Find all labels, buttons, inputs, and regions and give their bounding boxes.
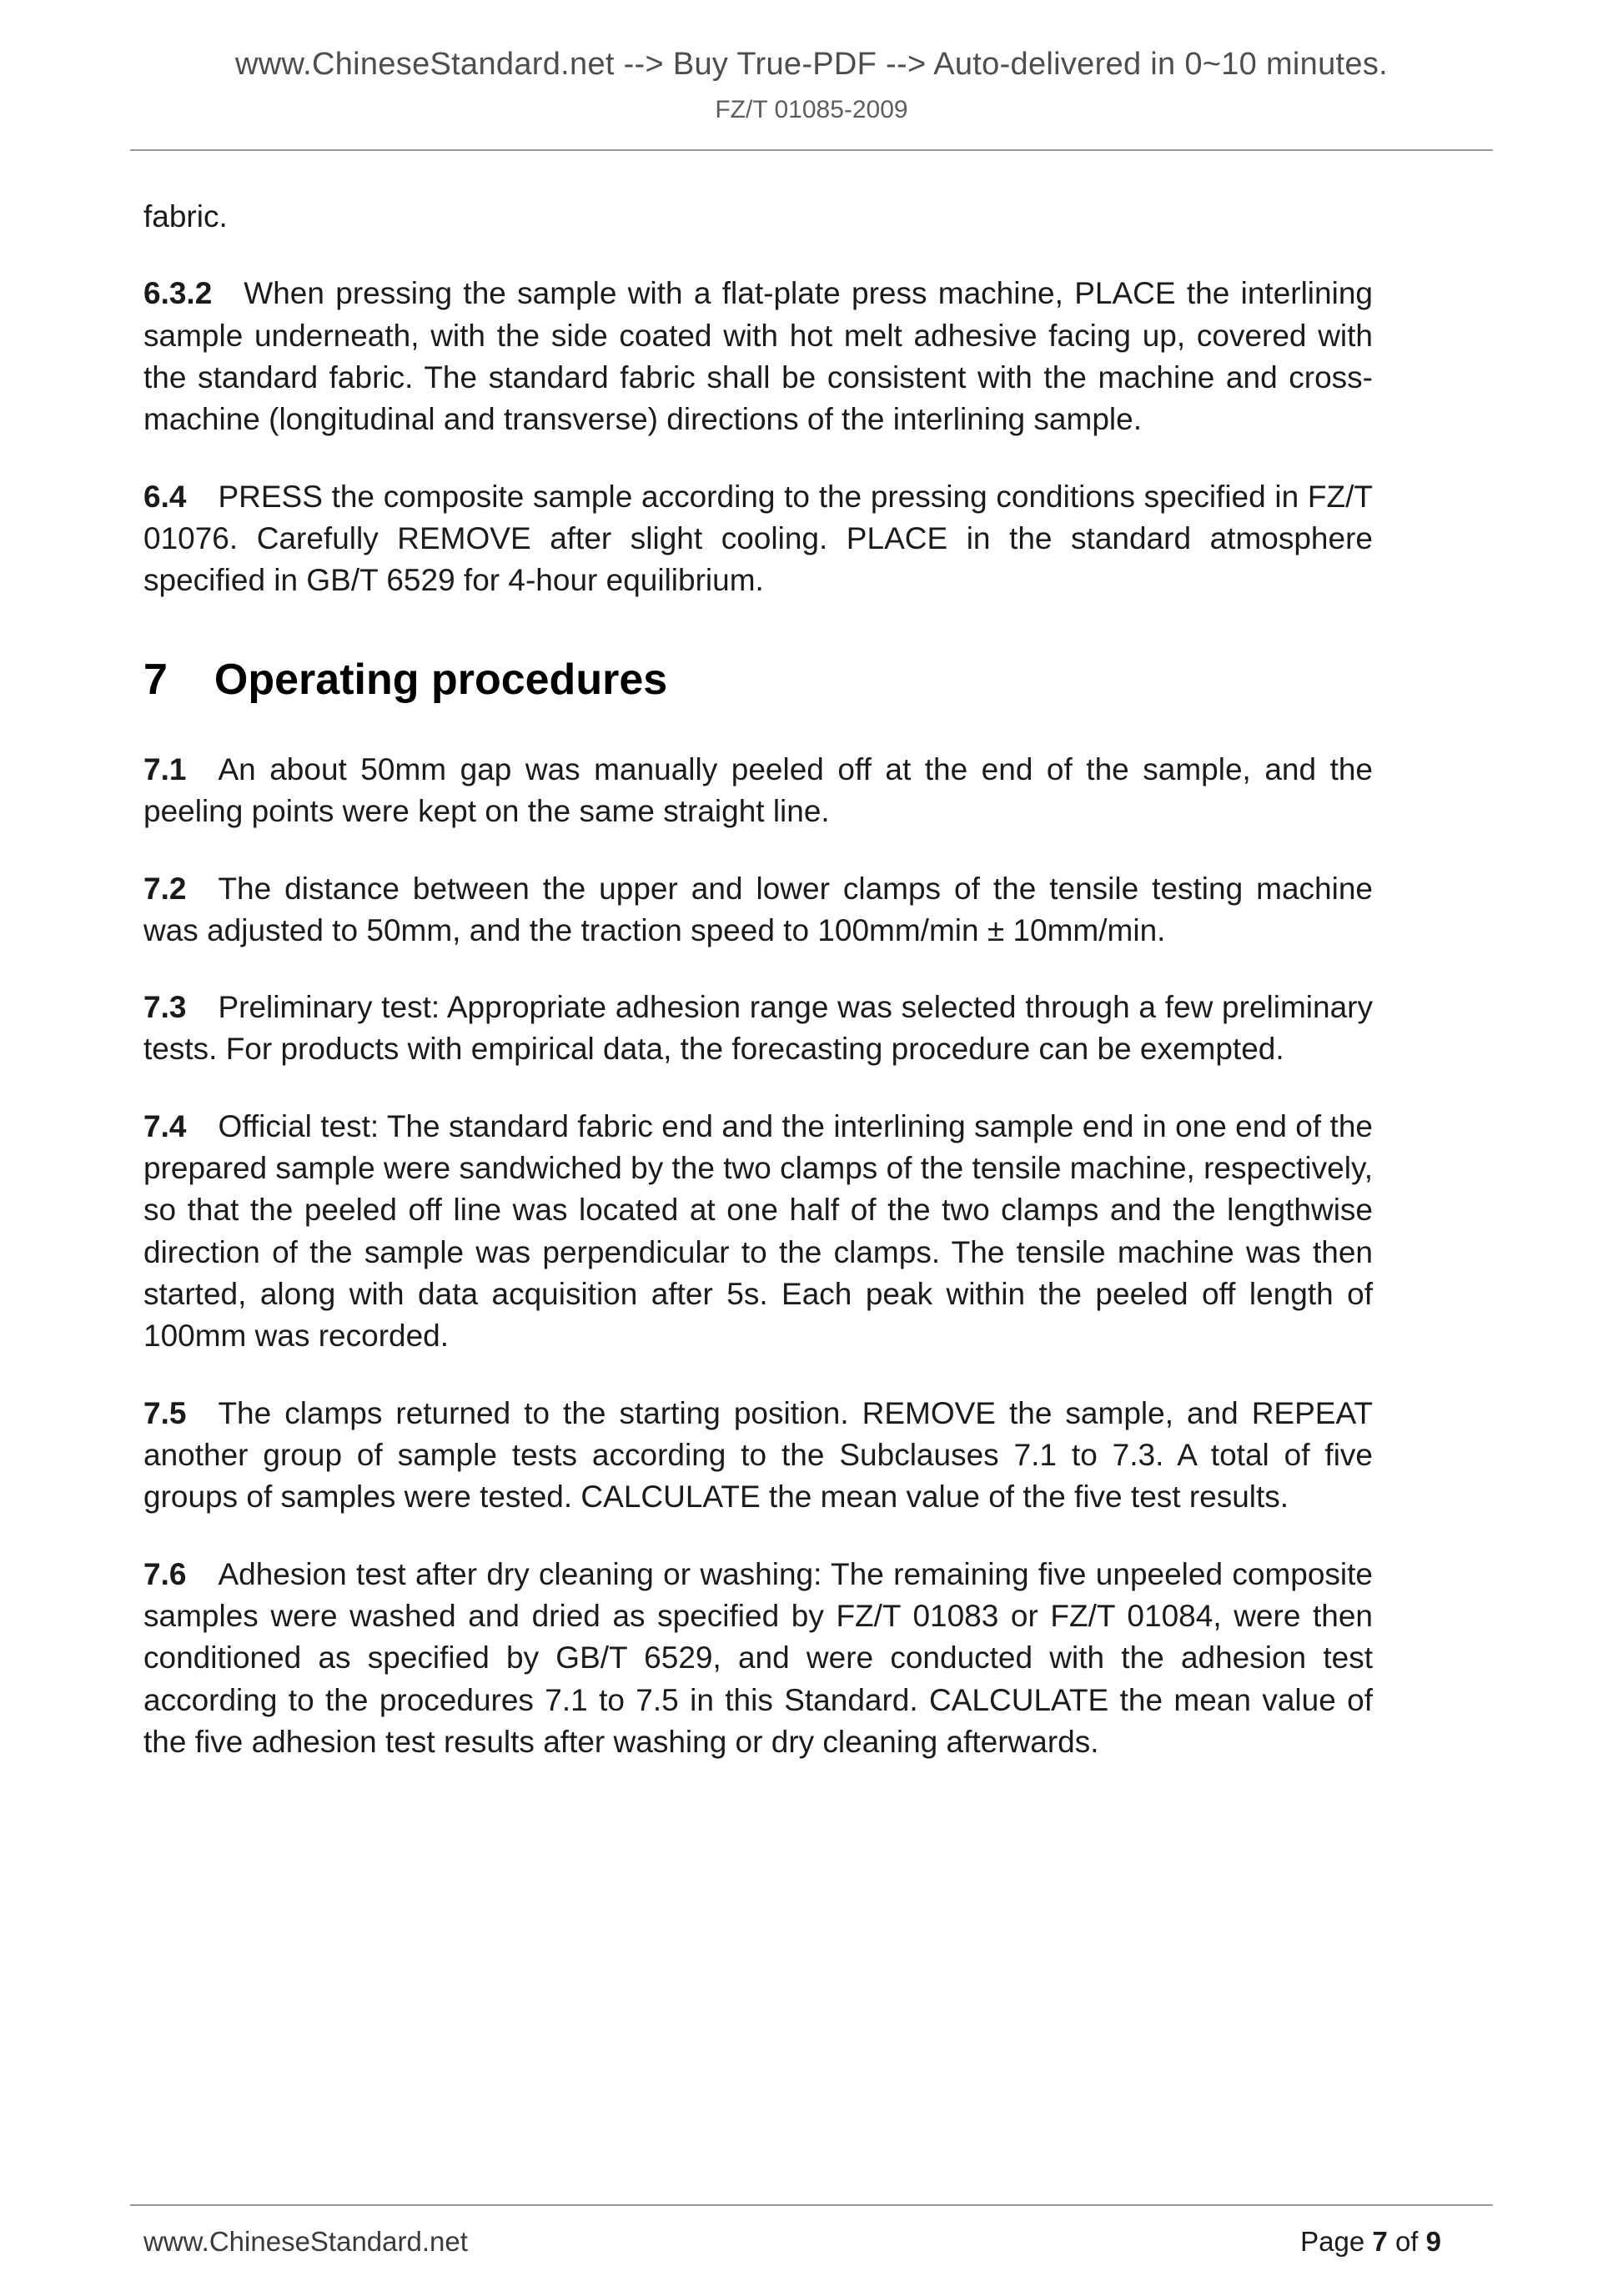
clause-number: 7.4 [143, 1108, 187, 1143]
clause-text: Adhesion test after dry cleaning or washing: The remaining five unpeeled composite samples were washed and dried as specified by FZ/T 01083 or FZ/T 01084, were then conditioned as specified by GB/T 6529, and were conducted with the adhesion test according to the procedures 7.1 to 7.5 in this Standard. CALCULATE the mean value of the five adhesion test results after washing or dry cleaning afterwards. [143, 1556, 1373, 1759]
header-tagline: www.ChineseStandard.net --> Buy True-PDF --> Auto-delivered in 0~10 minutes. [235, 47, 1388, 82]
clause-number: 7.2 [143, 871, 187, 906]
section-heading-number: 7 [143, 655, 168, 704]
clause-number: 6.3.2 [143, 276, 213, 311]
clause-number: 7.6 [143, 1556, 187, 1591]
footer-site-link[interactable]: www.ChineseStandard.net [143, 2226, 468, 2257]
paragraph-6-4 [143, 476, 1373, 602]
clause-number: 7.5 [143, 1395, 187, 1430]
of-label: of [1394, 2226, 1419, 2257]
section-heading [143, 654, 1373, 706]
clause-number: 7.3 [143, 990, 187, 1025]
clause-number: 6.4 [143, 479, 187, 514]
total-pages: 9 [1425, 2226, 1441, 2257]
header-divider [130, 149, 1493, 151]
paragraph-7-2 [143, 868, 1373, 952]
clause-text: When pressing the sample with a flat-plate press machine, PLACE the interlining sample underneath, with the side coated with hot melt adhesive facing up, covered with the standard fabric. The standard fabric shall be consistent with the machine and cross-machine (longitudinal and transverse) directions of the interlining sample. [143, 276, 1373, 437]
paragraph-7-6 [143, 1554, 1373, 1764]
paragraph-6-3-2 [143, 273, 1373, 440]
paragraph-7-3 [143, 987, 1373, 1071]
section-heading-title: Operating procedures [214, 655, 668, 704]
paragraph-7-4 [143, 1106, 1373, 1358]
page-footer [130, 2204, 1493, 2258]
clause-text: An about 50mm gap was manually peeled off at the end of the sample, and the peeling points were kept on the same straight line. [143, 751, 1373, 829]
clause-text: The clamps returned to the starting position. REMOVE the sample, and REPEAT another group of sample tests according to the Subclauses 7.1 to 7.3. A total of five groups of samples were tested. CALCULATE the mean value of the five test results. [143, 1395, 1373, 1515]
page-label: Page [1300, 2226, 1365, 2257]
clause-number: 7.1 [143, 751, 187, 786]
standard-code: FZ/T 01085-2009 [715, 96, 908, 123]
clause-text: Preliminary test: Appropriate adhesion range was selected through a few preliminary tests. For products with empirical data, the forecasting procedure can be exempted. [143, 990, 1373, 1067]
page-number: 7 [1372, 2226, 1388, 2257]
paragraph-7-5 [143, 1393, 1373, 1519]
document-body [143, 196, 1373, 1763]
paragraph-fragment: fabric. [143, 199, 228, 234]
clause-text: PRESS the composite sample according to the pressing conditions specified in FZ/T 01076. Carefully REMOVE after slight cooling. PLACE in the standard atmosphere specified in GB/T 6529 for 4-hour equilibrium. [143, 479, 1373, 598]
page-indicator [1300, 2226, 1441, 2258]
clause-text: Official test: The standard fabric end and the interlining sample end in one end of the prepared sample were sandwiched by the two clamps of the tensile machine, respectively, so that the peeled off line was located at one half of the two clamps and the lengthwise direction of the sample was perpendicular to the clamps. The tensile machine was then started, along with data acquisition after 5s. Each peak within the peeled off length of 100mm was recorded. [143, 1108, 1373, 1354]
clause-text: The distance between the upper and lower clamps of the tensile testing machine was adjusted to 50mm, and the traction speed to 100mm/min ± 10mm/min. [143, 871, 1373, 947]
page-header [0, 0, 1623, 151]
paragraph-7-1 [143, 749, 1373, 833]
